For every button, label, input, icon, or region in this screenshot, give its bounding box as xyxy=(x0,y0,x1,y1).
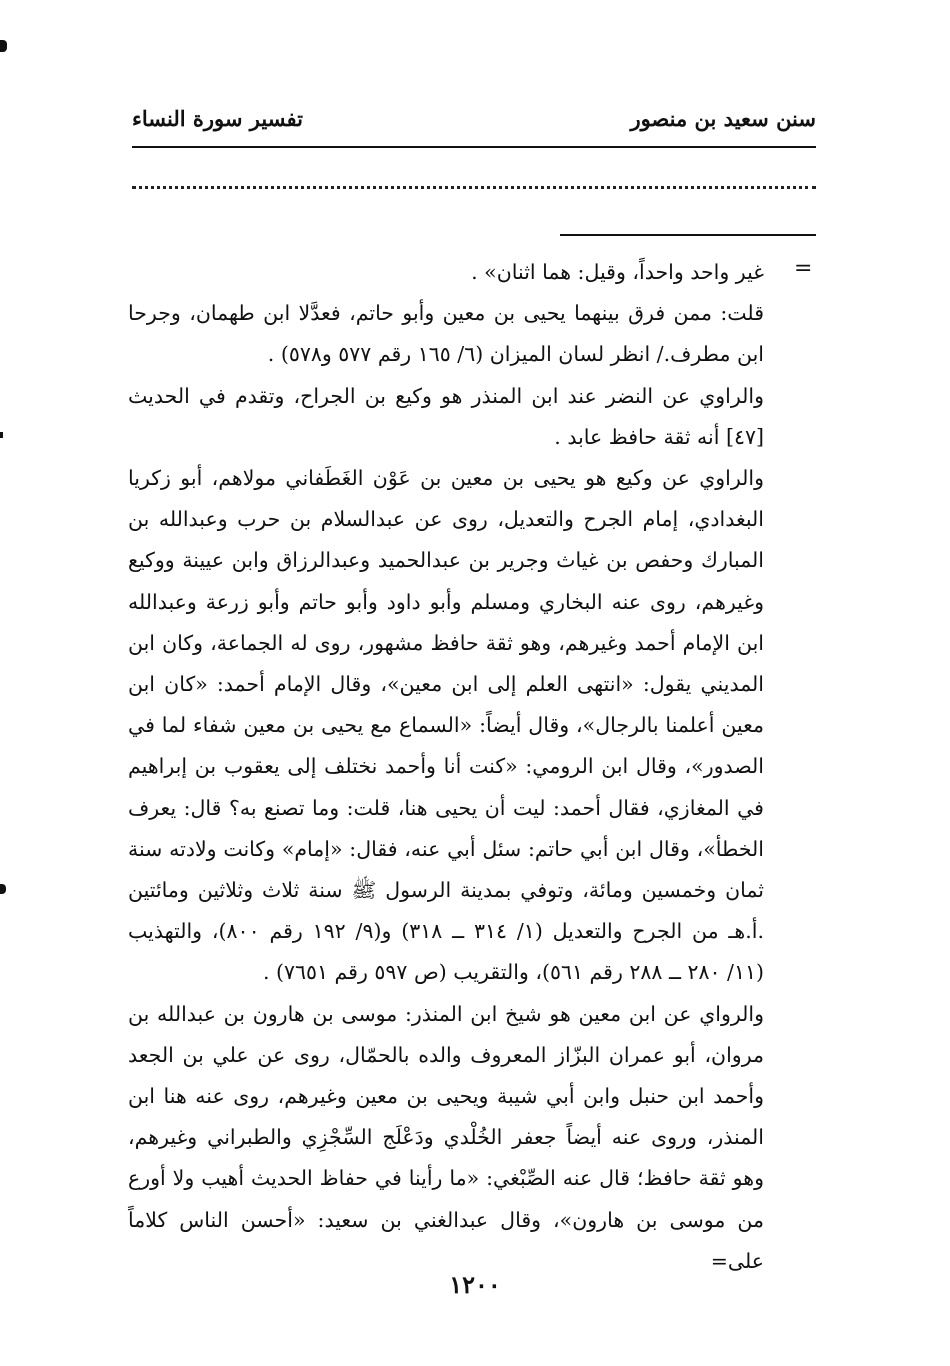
scan-margin-mark xyxy=(0,432,3,438)
header-rule xyxy=(132,146,816,148)
scan-margin-mark xyxy=(0,884,6,894)
section-title: تفسير سورة النساء xyxy=(132,105,303,131)
paragraph: والراوي عن وكيع هو يحيى بن معين بن عَوْن الغَطَفاني مولاهم، أبو زكريا البغدادي، إمام الجرح والتعديل، روى عن عبدالسلام بن حرب وعبدالله بن المبارك وحفص بن غياث وجرير بن عبدالحميد وعبدالرزاق وابن عيينة ووكيع وغيرهم، روى عنه البخاري ومسلم وأبو داود وأبو حاتم وأبو زرعة وعبدالله ابن الإمام أحمد وغيرهم، وهو ثقة حافظ مشهور، روى له الجماعة، وكان ابن المديني يقول: «انتهى العلم إلى ابن معين»، وقال الإمام أحمد: «كان ابن معين أعلمنا بالرجال»، وقال أيضاً: «السماع مع يحيى بن معين شفاء لما في الصدور»، وقال ابن الرومي: «كنت أنا وأحمد نختلف إلى يعقوب بن إبراهيم في المغازي، فقال أحمد: ليت أن يحيى هنا، قلت: وما تصنع به؟ قال: يعرف الخطأ»، وقال ابن أبي حاتم: سئل أبي عنه، فقال: «إمام» وكانت ولادته سنة ثمان وخمسين ومائة، وتوفي بمدينة الرسول ﷺ سنة ثلاث وثلاثين ومائتين .أ.هـ من الجرح والتعديل (١/ ٣١٤ ــ ٣١٨) و(٩/ ١٩٢ رقم ٨٠٠)، والتهذيب (١١/ ٢٨٠ ــ ٢٨٨ رقم ٥٦١)، والتقريب (ص ٥٩٧ رقم ٧٦٥١) . xyxy=(128,466,764,985)
scan-margin-mark xyxy=(0,40,7,52)
paragraph: غير واحد واحداً، وقيل: هما اثنان» . xyxy=(471,260,764,284)
paragraph: والراوي عن النضر عند ابن المنذر هو وكيع بن الجراح، وتقدم في الحديث [٤٧] أنه ثقة حافظ عابد . xyxy=(128,383,764,449)
paragraph: قلت: ممن فرق بينهما يحيى بن معين وأبو حاتم، فعدَّلا ابن طهمان، وجرحا ابن مطرف./ انظر لسان الميزان (٦/ ١٦٥ رقم ٥٧٧ و٥٧٨) . xyxy=(128,301,764,367)
book-title: سنن سعيد بن منصور xyxy=(630,105,816,131)
page-number: ١٢٠٠ xyxy=(449,1270,501,1299)
dotted-separator xyxy=(132,186,816,201)
running-header xyxy=(132,98,816,138)
footnote-text xyxy=(128,252,764,1282)
footnote-continuation-marker: = xyxy=(794,256,813,281)
footnote-rule xyxy=(560,234,816,236)
paragraph: والرواي عن ابن معين هو شيخ ابن المنذر: موسى بن هارون بن عبدالله بن مروان، أبو عمران البزّاز المعروف والده بالحمّال، روى عن علي بن الجعد وأحمد ابن حنبل وابن أبي شيبة ويحيى بن معين وغيرهم، روى عنه هنا ابن المنذر، وروى عنه أيضاً جعفر الخُلْدي ودَعْلَج السِّجْزِي والطبراني وغيرهم، وهو ثقة حافظ؛ قال عنه الصِّبْغي: «ما رأينا في حفاظ الحديث أهيب ولا أورع من موسى بن هارون»، وقال عبدالغني بن سعيد: «أحسن الناس كلاماً على= xyxy=(128,1001,764,1273)
